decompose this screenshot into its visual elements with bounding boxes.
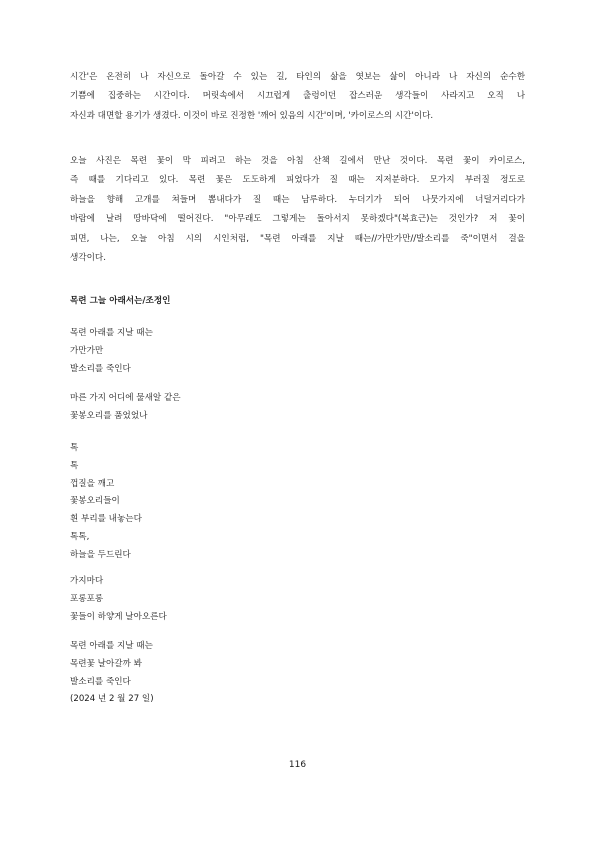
poem-line: 톡톡, bbox=[70, 531, 90, 542]
poem-line: 포롱포롱 bbox=[70, 593, 104, 604]
essay-line: 피면, 나는, 오늘 아침 시의 시인처럼, "목련 아래를 지날 때는//가만가만//발소리를 죽"이면서 걸을 bbox=[70, 233, 525, 244]
poem-line: 발소리를 죽인다 bbox=[70, 676, 131, 687]
essay-line: 기쁨에 집중하는 시간이다. 머릿속에서 시끄럽게 출렁이던 잡스러운 생각들이 사라지고 오직 나 bbox=[70, 91, 525, 102]
poem-line: 목련꽃 날아갈까 봐 bbox=[70, 658, 142, 669]
essay-line: 하늘을 향해 고개를 쳐들며 뽐내다가 질 때는 남루하다. 누더기가 되어 나뭇가지에 너덜거리다가 bbox=[70, 194, 525, 205]
poem-line: 목련 아래를 지날 때는 bbox=[70, 641, 153, 651]
poem-line: 마른 가지 어디에 물새알 같은 bbox=[70, 393, 181, 403]
essay-line: 시간'은 온전히 나 자신으로 돌아갈 수 있는 길, 타인의 삶을 엿보는 삶이 아니라 나 자신의 순수한 bbox=[70, 72, 525, 82]
essay-line: 바람에 날려 땅바닥에 떨어진다. "아무래도 그렇게는 돌아서지 못하겠다"(복효근)는 것인가? 저 꽃이 bbox=[70, 214, 525, 225]
poem-line: 흰 부리를 내놓는다 bbox=[70, 514, 142, 525]
essay-line: 자신과 대면할 용기가 생겼다. 이것이 바로 진정한 '깨어 있음의 시간'이며, '카이로스의 시간'이다. bbox=[70, 110, 434, 121]
poem-line: 꽃봉오리를 품었었나 bbox=[70, 410, 148, 421]
essay-line: 오늘 사진은 목련 꽃이 막 피려고 하는 것을 아침 산책 길에서 만난 것이다. 목련 꽃이 카이로스, bbox=[70, 156, 525, 166]
poem-title: 목련 그늘 아래서는/조정인 bbox=[70, 296, 171, 306]
poem-stanza-2 bbox=[70, 390, 181, 426]
essay-paragraph-2 bbox=[70, 152, 525, 268]
poem-line: 껍질을 깨고 bbox=[70, 478, 115, 489]
poem-stanza-4 bbox=[70, 573, 167, 626]
poem-stanza-3 bbox=[70, 440, 142, 565]
poem-line: 발소리를 죽인다 bbox=[70, 363, 131, 374]
poem-line: 꽃봉오리들이 bbox=[70, 496, 120, 507]
page-number: 116 bbox=[288, 760, 307, 770]
essay-paragraph-1 bbox=[70, 68, 525, 126]
poem-line: 꽃들이 하얗게 날아오른다 bbox=[70, 611, 167, 622]
poem-date: (2024 년 2 월 27 일) bbox=[70, 694, 154, 705]
poem-stanza-1 bbox=[70, 325, 153, 378]
poem-line: 하늘을 두드린다 bbox=[70, 549, 131, 560]
poem-line: 목련 아래를 지날 때는 bbox=[70, 328, 153, 338]
poem-line: 톡 bbox=[70, 460, 79, 471]
essay-line: 즉 때를 기다리고 있다. 목련 꽃은 도도하게 피었다가 질 때는 지저분하다. 모가지 부러질 정도로 bbox=[70, 175, 525, 186]
poem-line: 톡 bbox=[70, 443, 79, 453]
poem-line: 가만가만 bbox=[70, 345, 104, 356]
poem-stanza-5 bbox=[70, 638, 154, 709]
essay-line: 생각이다. bbox=[70, 253, 106, 264]
poem-line: 가지마다 bbox=[70, 576, 104, 586]
